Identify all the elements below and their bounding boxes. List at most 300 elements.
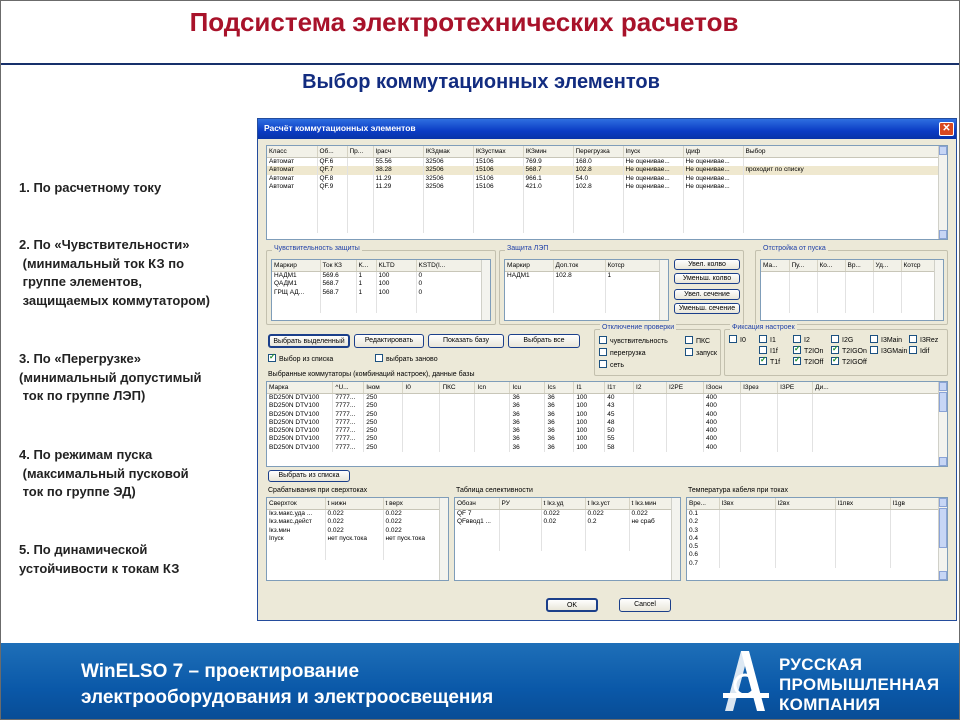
table-cell — [499, 535, 541, 543]
checkbox-label: I3Main — [881, 337, 903, 344]
fix-setting-checkbox[interactable] — [909, 347, 929, 356]
column-header[interactable]: Доп.ток — [553, 260, 605, 272]
table-cell: Автомат — [267, 166, 317, 174]
column-header[interactable]: Ко... — [817, 260, 845, 272]
table-cell: 102.8 — [573, 166, 623, 174]
checkbox-icon — [759, 357, 767, 365]
column-header[interactable]: Пр... — [347, 146, 373, 158]
table-cell — [719, 560, 775, 568]
scroll-down-icon[interactable] — [939, 457, 947, 466]
column-header[interactable]: t нижн — [325, 498, 383, 510]
column-header[interactable]: ПКС — [440, 382, 475, 394]
fix-setting-checkbox[interactable] — [759, 358, 780, 367]
fix-setting-checkbox[interactable] — [870, 347, 907, 356]
scroll-thumb[interactable] — [939, 392, 947, 412]
empty-row — [455, 527, 673, 535]
table-cell — [475, 394, 510, 403]
column-header[interactable]: Ди... — [813, 382, 940, 394]
table-cell: 769.9 — [523, 158, 573, 167]
column-header[interactable]: KLTD — [376, 260, 416, 272]
table-row[interactable] — [267, 175, 940, 183]
table-cell: 100 — [376, 280, 416, 288]
table-cell — [585, 535, 629, 543]
fix-setting-checkbox[interactable] — [759, 336, 776, 345]
check-icon — [268, 354, 276, 362]
table-cell — [835, 560, 890, 568]
table-row[interactable] — [267, 435, 940, 443]
table-cell — [634, 435, 667, 443]
table-cell — [267, 543, 325, 551]
column-header[interactable]: I0 — [403, 382, 440, 394]
column-header[interactable]: Пу... — [789, 260, 817, 272]
table-cell: 36 — [510, 419, 545, 427]
checkbox-icon — [685, 336, 693, 344]
table-cell: 36 — [545, 419, 574, 427]
table-cell: 55.56 — [373, 158, 423, 167]
column-header[interactable]: I3осн — [704, 382, 741, 394]
table-cell — [890, 510, 940, 519]
table-cell — [347, 175, 373, 183]
table-cell — [817, 296, 845, 304]
table-cell — [499, 527, 541, 535]
table-cell: 48 — [605, 419, 634, 427]
table-cell — [761, 280, 789, 288]
table-cell — [475, 435, 510, 443]
table-cell — [789, 288, 817, 296]
column-header[interactable]: t Iкз.уд — [541, 498, 585, 510]
table-cell: Не оцениваe... — [683, 183, 743, 191]
table-cell: QFввод1 ... — [455, 518, 499, 526]
table-cell — [317, 224, 347, 232]
table-row[interactable] — [267, 527, 441, 535]
checkbox-icon — [599, 336, 607, 344]
column-header[interactable]: I1gв — [890, 498, 940, 510]
column-header[interactable]: Ма... — [761, 260, 789, 272]
table-cell — [383, 543, 441, 551]
empty-row — [455, 535, 673, 543]
table-cell — [623, 191, 683, 199]
empty-row — [267, 551, 441, 559]
table-cell: 0.022 — [325, 518, 383, 526]
table-cell: 32506 — [423, 166, 473, 174]
start-detuning-scrollbar[interactable] — [934, 260, 943, 320]
ok-button[interactable]: OK — [546, 598, 598, 612]
table-row[interactable] — [267, 518, 441, 526]
overcurrent-table — [266, 497, 449, 581]
table-cell — [666, 402, 703, 410]
decrease-count-button[interactable]: Уменьш. колво — [674, 273, 740, 284]
table-cell — [440, 435, 475, 443]
column-header[interactable]: Iдиф — [683, 146, 743, 158]
select-all-button[interactable]: Выбрать все — [508, 334, 580, 348]
scroll-up-icon[interactable] — [939, 498, 947, 507]
table-cell — [440, 427, 475, 435]
table-cell — [743, 199, 940, 207]
table-row[interactable] — [687, 527, 940, 535]
table-cell — [317, 208, 347, 216]
select-highlighted-button[interactable]: Выбрать выделенный — [268, 334, 350, 348]
table-cell — [743, 224, 940, 232]
column-header[interactable]: Вр... — [845, 260, 873, 272]
table-cell: 0.6 — [687, 551, 719, 559]
checkbox-icon — [375, 354, 383, 362]
table-cell: 0.02 — [541, 518, 585, 526]
table-cell: 15106 — [473, 175, 523, 183]
table-cell — [719, 535, 775, 543]
table-cell — [634, 394, 667, 403]
select-from-list-button[interactable]: Выбрать из списка — [268, 470, 350, 482]
start-detuning-table — [760, 259, 944, 321]
table-cell: 400 — [704, 394, 741, 403]
disable-check-checkbox[interactable] — [685, 337, 710, 346]
checkbox-label: I3Rez — [920, 337, 939, 344]
column-header[interactable]: I3PE — [778, 382, 813, 394]
table-cell — [347, 158, 373, 167]
scroll-up-icon[interactable] — [939, 146, 947, 155]
table-cell: 55 — [605, 435, 634, 443]
table-cell — [455, 543, 499, 551]
disable-check-checkbox[interactable] — [599, 349, 646, 358]
column-header[interactable]: IКЗмин — [523, 146, 573, 158]
column-header[interactable]: Об... — [317, 146, 347, 158]
column-header[interactable]: Маркир — [272, 260, 320, 272]
scroll-up-icon[interactable] — [939, 382, 947, 391]
table-cell — [719, 518, 775, 526]
table-cell: BD250N DTV100 — [267, 427, 333, 435]
table-cell — [873, 280, 901, 288]
table-row[interactable] — [505, 272, 661, 281]
table-cell — [585, 543, 629, 551]
column-header[interactable]: Перегрузка — [573, 146, 623, 158]
table-cell — [741, 444, 778, 452]
table-cell: 400 — [704, 427, 741, 435]
column-header[interactable]: Котср — [605, 260, 661, 272]
table-cell — [623, 208, 683, 216]
fix-setting-checkbox[interactable] — [793, 358, 823, 367]
table-row[interactable] — [687, 551, 940, 559]
table-cell — [634, 419, 667, 427]
lep-scrollbar[interactable] — [659, 260, 668, 320]
table-cell — [373, 224, 423, 232]
table-cell — [473, 199, 523, 207]
table-cell — [347, 183, 373, 191]
column-header[interactable]: Маркир — [505, 260, 553, 272]
table-cell: 0 — [416, 280, 483, 288]
column-header[interactable]: IКЗустмах — [473, 146, 523, 158]
fix-setting-checkbox[interactable] — [729, 336, 746, 345]
close-icon[interactable]: ✕ — [939, 122, 954, 136]
column-header[interactable]: t Iкз.мин — [629, 498, 673, 510]
lep-label: Защита ЛЭП — [507, 245, 549, 252]
table-row[interactable] — [455, 518, 673, 526]
checkbox-label: T1f — [770, 359, 781, 366]
increase-count-button[interactable]: Увел. колво — [674, 259, 740, 270]
table-cell — [813, 394, 940, 403]
overcurrent-scrollbar[interactable] — [439, 498, 448, 580]
column-header[interactable]: Iном — [364, 382, 403, 394]
table-cell: 0.5 — [687, 543, 719, 551]
table-cell: 7777... — [333, 394, 364, 403]
table-cell: 7777... — [333, 427, 364, 435]
reselect-checkbox[interactable] — [375, 355, 438, 364]
table-cell: 43 — [605, 402, 634, 410]
table-cell: 168.0 — [573, 158, 623, 167]
table-row[interactable] — [267, 183, 940, 191]
column-header[interactable]: I2вх — [775, 498, 835, 510]
empty-row — [505, 297, 661, 305]
table-cell — [320, 297, 356, 305]
table-cell — [267, 551, 325, 559]
table-cell: 100 — [574, 411, 605, 419]
checkbox-icon — [909, 335, 917, 343]
increase-section-button[interactable]: Увел. сечение — [674, 289, 740, 300]
table-cell: QF 7 — [455, 510, 499, 519]
table-cell: 250 — [364, 419, 403, 427]
table-row[interactable] — [687, 510, 940, 519]
table-cell — [347, 199, 373, 207]
table-cell — [383, 551, 441, 559]
column-header[interactable]: Ток КЗ — [320, 260, 356, 272]
main-table-scrollbar[interactable] — [938, 146, 947, 239]
table-cell — [455, 527, 499, 535]
table-cell — [440, 419, 475, 427]
criterion-1: 1. По расчетному току — [19, 180, 162, 195]
table-cell — [573, 208, 623, 216]
calc-dialog — [257, 118, 957, 621]
column-header[interactable]: KSTD(I... — [416, 260, 483, 272]
table-cell: 966.1 — [523, 175, 573, 183]
column-header[interactable]: I3вх — [719, 498, 775, 510]
column-header[interactable]: I1т — [605, 382, 634, 394]
column-header[interactable]: IКЗдмак — [423, 146, 473, 158]
column-header[interactable]: I3рез — [741, 382, 778, 394]
empty-row — [505, 280, 661, 288]
table-cell: 250 — [364, 435, 403, 443]
table-cell: 32506 — [423, 158, 473, 167]
table-cell — [761, 305, 789, 313]
column-header[interactable]: K... — [356, 260, 376, 272]
checkbox-icon — [831, 346, 839, 354]
criterion-2: 2. По «Чувствительности» (минимальный ток КЗ по группе элементов, защищаемых коммутатором) — [19, 237, 211, 308]
fix-setting-checkbox[interactable] — [909, 336, 938, 345]
table-cell — [523, 191, 573, 199]
table-cell — [775, 535, 835, 543]
table-cell: 15106 — [473, 183, 523, 191]
table-cell: 400 — [704, 444, 741, 452]
column-header[interactable]: Уд... — [873, 260, 901, 272]
footer-line-1: WinELSO 7 – проектирование — [81, 661, 360, 682]
table-cell — [473, 224, 523, 232]
column-header[interactable]: ^U... — [333, 382, 364, 394]
table-cell — [416, 297, 483, 305]
table-row[interactable] — [267, 411, 940, 419]
table-cell: 58 — [605, 444, 634, 452]
checkbox-label: Idif — [920, 348, 930, 355]
checkbox-icon — [870, 346, 878, 354]
table-cell: Автомат — [267, 158, 317, 167]
table-cell: Не оцениваe... — [623, 166, 683, 174]
table-cell — [553, 305, 605, 313]
table-cell — [835, 551, 890, 559]
main-table — [266, 145, 948, 240]
table-row[interactable] — [267, 158, 940, 167]
table-cell — [741, 411, 778, 419]
table-cell — [634, 411, 667, 419]
column-header[interactable]: РУ — [499, 498, 541, 510]
table-cell — [403, 411, 440, 419]
table-cell — [553, 297, 605, 305]
table-row[interactable] — [267, 166, 940, 174]
criterion-5: 5. По динамической устойчивости к токам КЗ — [19, 542, 180, 576]
cable-temperature-scrollbar[interactable] — [938, 498, 947, 580]
column-header[interactable]: Марка — [267, 382, 333, 394]
sensitivity-scrollbar[interactable] — [481, 260, 490, 320]
column-header[interactable]: I2PE — [666, 382, 703, 394]
selected-switches-table — [266, 381, 948, 467]
table-cell: 250 — [364, 427, 403, 435]
selectivity-scrollbar[interactable] — [671, 498, 680, 580]
column-header[interactable]: Icn — [475, 382, 510, 394]
table-row[interactable] — [687, 543, 940, 551]
checkbox-label: ПКС — [696, 338, 711, 345]
table-cell: 0.1 — [687, 510, 719, 519]
table-cell: BD250N DTV100 — [267, 411, 333, 419]
column-header[interactable]: Обозн — [455, 498, 499, 510]
page-subtitle: Выбор коммутационных элементов — [302, 71, 660, 93]
criterion-3: 3. По «Перегрузке» (минимальный допустимый ток по группе ЛЭП) — [19, 351, 202, 403]
fix-setting-checkbox[interactable] — [870, 336, 902, 345]
table-cell: 400 — [704, 402, 741, 410]
footer-text — [81, 659, 493, 711]
table-row[interactable] — [267, 402, 940, 410]
column-header[interactable]: Класс — [267, 146, 317, 158]
table-row[interactable] — [272, 289, 483, 297]
table-cell: ГРЩ АД... — [272, 289, 320, 297]
table-cell: 1 — [605, 272, 661, 281]
table-cell: 0.3 — [687, 527, 719, 535]
table-cell: 0.022 — [325, 510, 383, 519]
table-cell — [845, 280, 873, 288]
checkbox-label: T2IGOn — [842, 348, 867, 355]
empty-row — [761, 296, 936, 304]
table-cell — [719, 551, 775, 559]
table-cell — [901, 280, 936, 288]
table-row[interactable] — [267, 394, 940, 403]
table-cell — [683, 216, 743, 224]
table-cell — [683, 208, 743, 216]
column-header[interactable]: I1 — [574, 382, 605, 394]
checkbox-icon — [599, 360, 607, 368]
table-row[interactable] — [267, 419, 940, 427]
column-header[interactable]: Iрасч — [373, 146, 423, 158]
table-cell — [267, 224, 317, 232]
table-cell — [623, 224, 683, 232]
table-cell — [778, 419, 813, 427]
selected-switches-scrollbar[interactable] — [938, 382, 947, 466]
table-cell: 100 — [574, 419, 605, 427]
table-cell — [634, 427, 667, 435]
select-from-list-checkbox[interactable] — [268, 355, 333, 364]
disable-check-checkbox[interactable] — [599, 337, 668, 346]
table-cell — [901, 288, 936, 296]
disable-check-checkbox[interactable] — [599, 361, 624, 370]
scroll-down-icon[interactable] — [939, 230, 947, 239]
column-header[interactable]: t верх — [383, 498, 441, 510]
table-cell — [890, 518, 940, 526]
table-cell: 54.0 — [573, 175, 623, 183]
table-cell: 36 — [545, 427, 574, 435]
column-header[interactable]: I1пвх — [835, 498, 890, 510]
table-cell: 250 — [364, 402, 403, 410]
table-cell — [741, 427, 778, 435]
table-cell: 32506 — [423, 183, 473, 191]
table-cell: 0 — [416, 289, 483, 297]
table-cell — [666, 444, 703, 452]
table-cell: 11.29 — [373, 175, 423, 183]
column-header[interactable]: t Iкз.уст — [585, 498, 629, 510]
column-header[interactable]: Сверхток — [267, 498, 325, 510]
column-header[interactable]: Iпуск — [623, 146, 683, 158]
table-row[interactable] — [687, 518, 940, 526]
table-cell: Не оцениваe... — [683, 166, 743, 174]
table-row[interactable] — [267, 444, 940, 452]
overcurrent-label: Срабатывания при сверхтоках — [268, 487, 368, 494]
table-row[interactable] — [455, 510, 673, 519]
table-row[interactable] — [267, 510, 441, 519]
column-header[interactable]: Icu — [510, 382, 545, 394]
table-row[interactable] — [267, 535, 441, 543]
scroll-down-icon[interactable] — [939, 571, 947, 580]
column-header[interactable]: Ics — [545, 382, 574, 394]
table-cell — [347, 224, 373, 232]
table-cell — [440, 394, 475, 403]
table-cell — [499, 543, 541, 551]
table-cell — [423, 224, 473, 232]
column-header[interactable]: I2 — [634, 382, 667, 394]
disable-check-checkbox[interactable] — [685, 349, 717, 358]
column-header[interactable]: Котср — [901, 260, 936, 272]
empty-row — [761, 288, 936, 296]
table-row[interactable] — [267, 427, 940, 435]
checkbox-label: перегрузка — [610, 350, 646, 357]
table-row[interactable] — [687, 535, 940, 543]
table-cell — [423, 199, 473, 207]
table-cell — [403, 444, 440, 452]
show-base-button[interactable]: Показать базу — [428, 334, 504, 348]
table-cell — [320, 305, 356, 313]
table-cell — [719, 543, 775, 551]
page-title: Подсистема электротехнических расчетов — [189, 7, 739, 37]
table-cell: 36 — [545, 394, 574, 403]
table-cell — [272, 305, 320, 313]
checkbox-icon — [793, 335, 801, 343]
checkbox-icon — [793, 346, 801, 354]
scroll-thumb[interactable] — [939, 508, 947, 548]
edit-button[interactable]: Редактировать — [354, 334, 424, 348]
table-cell — [347, 208, 373, 216]
table-row[interactable] — [272, 272, 483, 281]
table-cell: 250 — [364, 411, 403, 419]
table-cell — [743, 191, 940, 199]
table-row[interactable] — [272, 280, 483, 288]
table-cell: 0.022 — [383, 518, 441, 526]
column-header[interactable]: Вре... — [687, 498, 719, 510]
decrease-section-button[interactable]: Уменьш. сечение — [674, 303, 740, 314]
fix-setting-checkbox[interactable] — [831, 358, 867, 367]
table-row[interactable] — [687, 560, 940, 568]
cancel-button[interactable]: Cancel — [619, 598, 671, 612]
column-header[interactable]: Выбор — [743, 146, 940, 158]
